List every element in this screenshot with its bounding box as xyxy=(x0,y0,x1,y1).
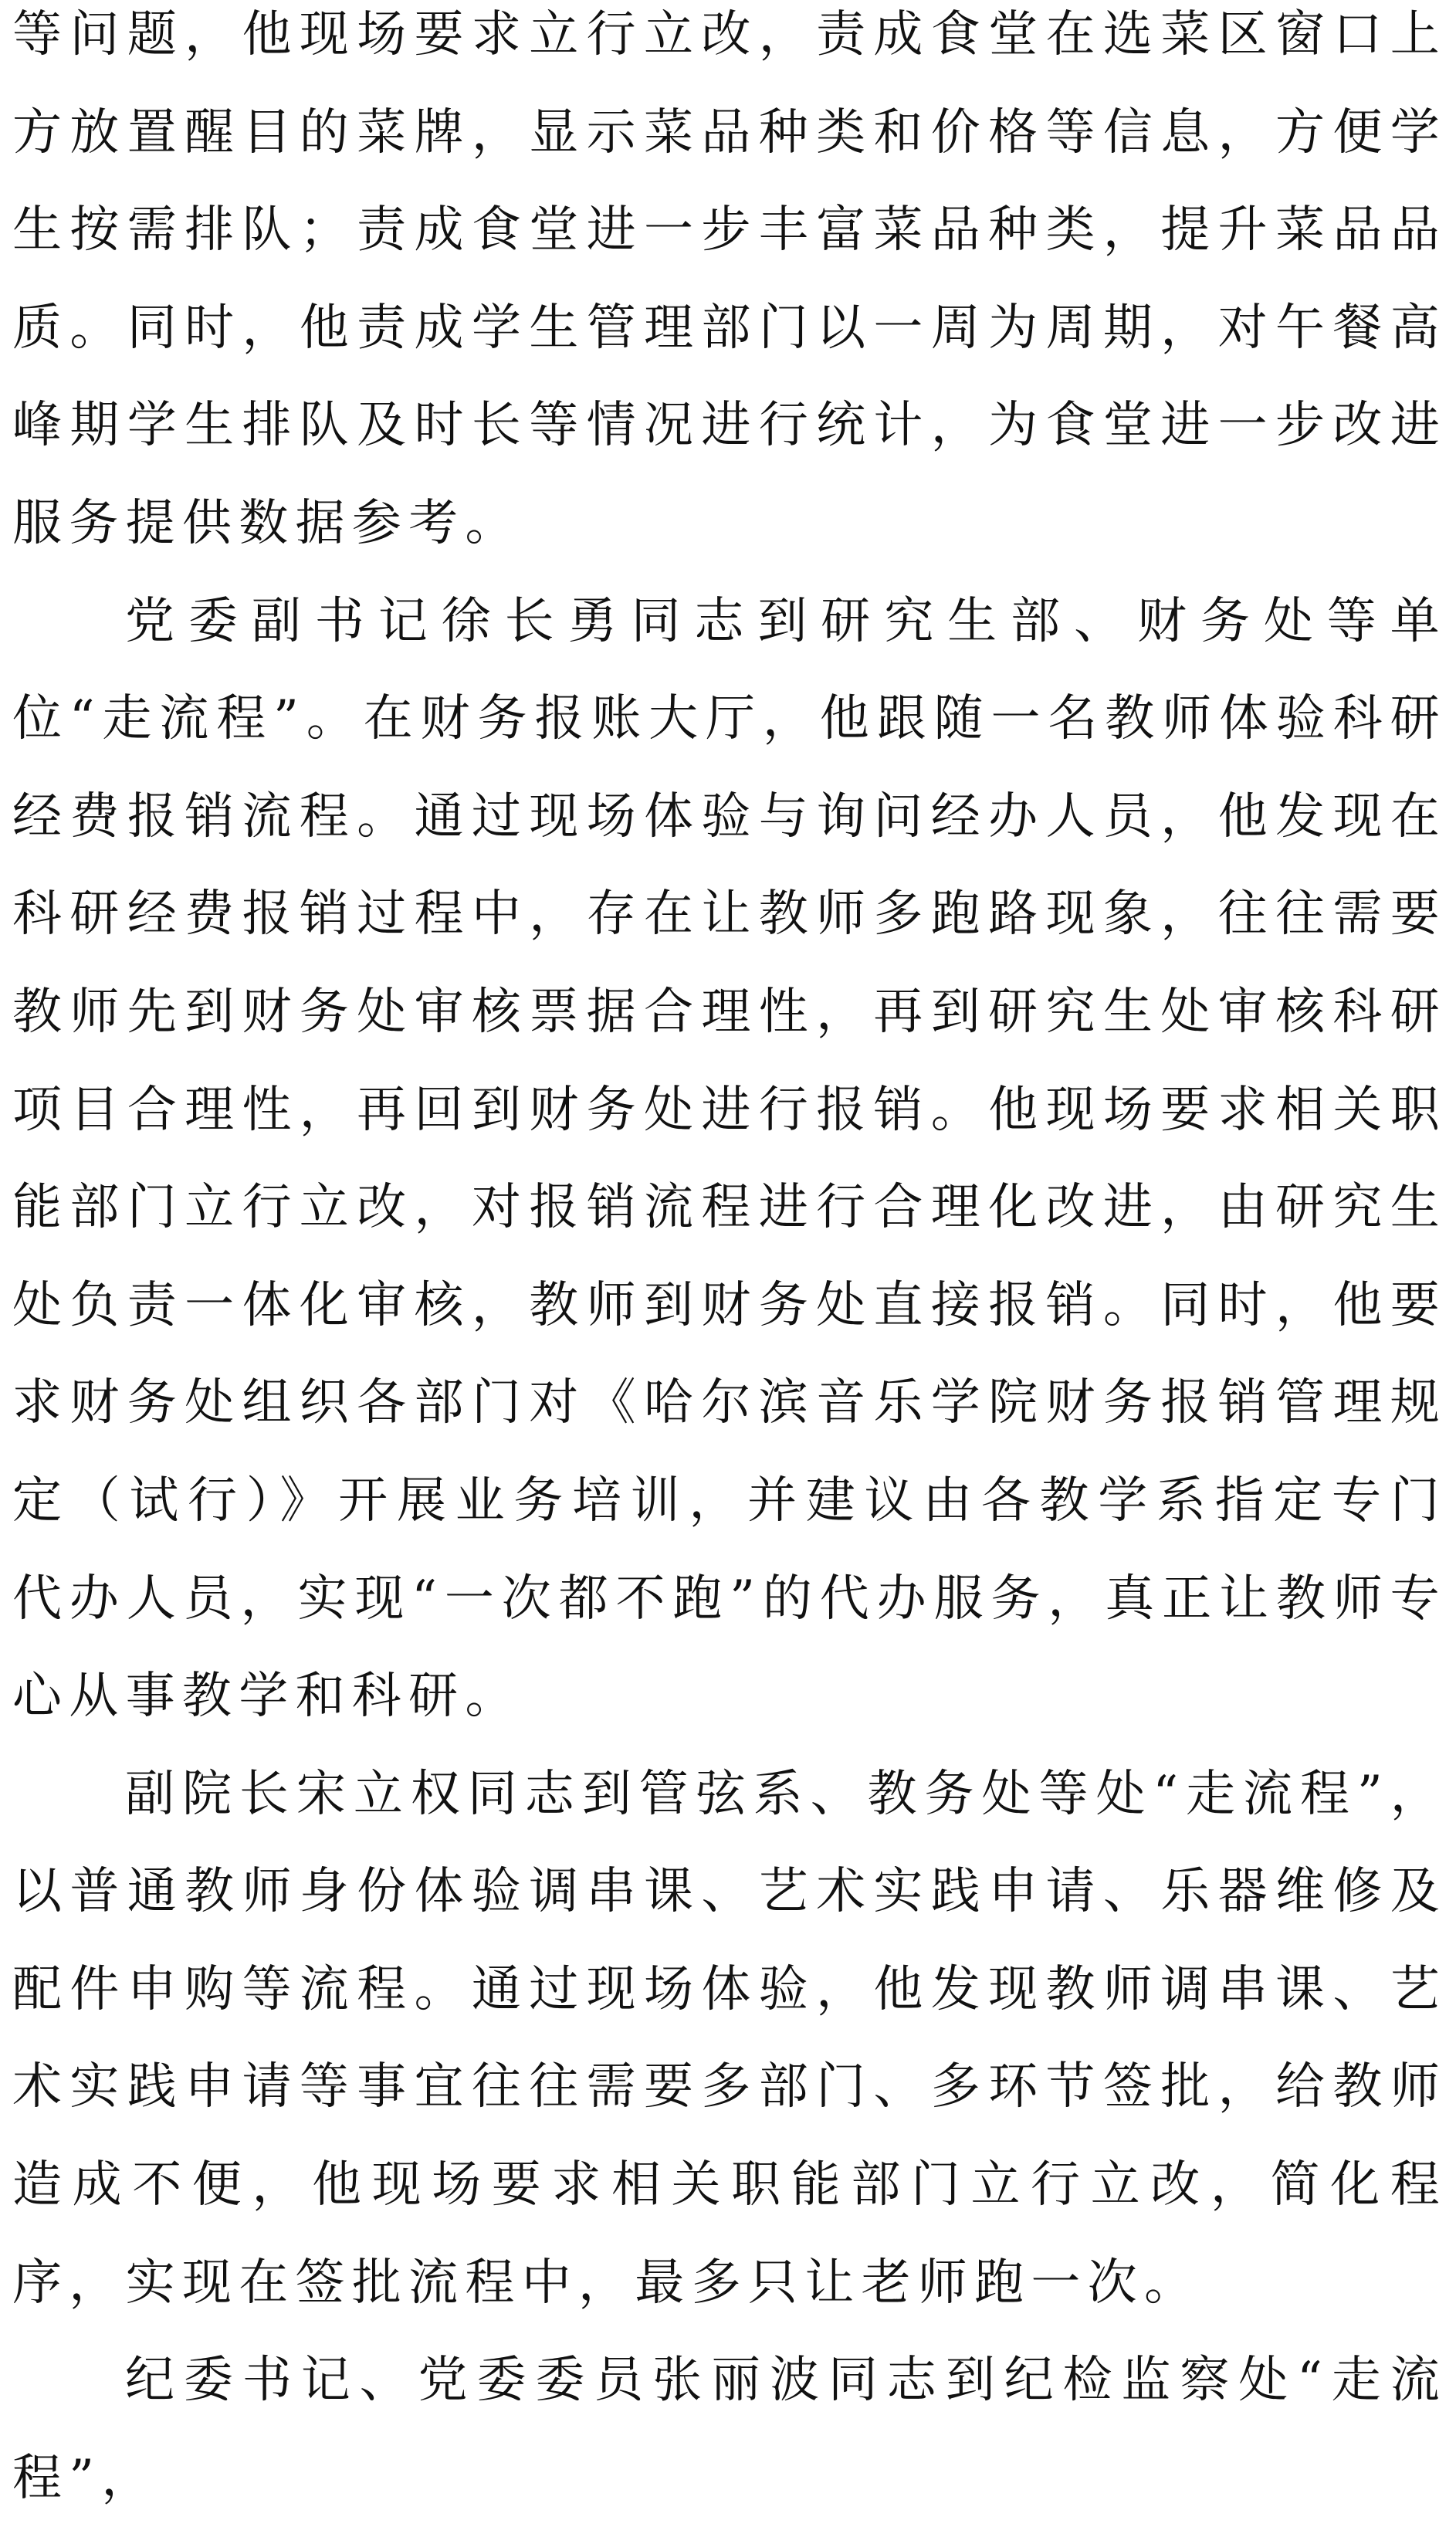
paragraph-discipline-secretary: 纪委书记、党委委员张丽波同志到纪检监察处“走流程”， xyxy=(12,2352,1447,2507)
paragraph-vice-president: 副院长宋立权同志到管弦系、教务处等处“走流程”，以普通教师身份体验调串课、艺术实践申请、乐器维修及配件申购等流程。通过现场体验，他发现教师调串课、艺术实践申请等事宜往往需要多部门、多环节签批，给教师造成不便，他现场要求相关职能部门立行立改，简化程序，实现在签批流程中，最多只让老师跑一次。 xyxy=(12,1765,1447,2312)
paragraph-deputy-secretary: 党委副书记徐长勇同志到研究生部、财务处等单位“走流程”。在财务报账大厅，他跟随一名教师体验科研经费报销流程。通过现场体验与询问经办人员，他发现在科研经费报销过程中，存在让教师多跑路现象，往往需要教师先到财务处审核票据合理性，再到研究生处审核科研项目合理性，再回到财务处进行报销。他现场要求相关职能部门立行立改，对报销流程进行合理化改进，由研究生处负责一体化审核，教师到财务处直接报销。同时，他要求财务处组织各部门对《哈尔滨音乐学院财务报销管理规定（试行）》开展业务培训，并建议由各教学系指定专门代办人员，实现“一次都不跑”的代办服务，真正让教师专心从事教学和科研。 xyxy=(12,592,1447,1726)
paragraph-continuation: 等问题，他现场要求立行立改，责成食堂在选菜区窗口上方放置醒目的菜牌，显示菜品种类和价格等信息，方便学生按需排队；责成食堂进一步丰富菜品种类，提升菜品品质。同时，他责成学生管理部门以一周为周期，对午餐高峰期学生排队及时长等情况进行统计，为食堂进一步改进服务提供数据参考。 xyxy=(12,6,1447,552)
